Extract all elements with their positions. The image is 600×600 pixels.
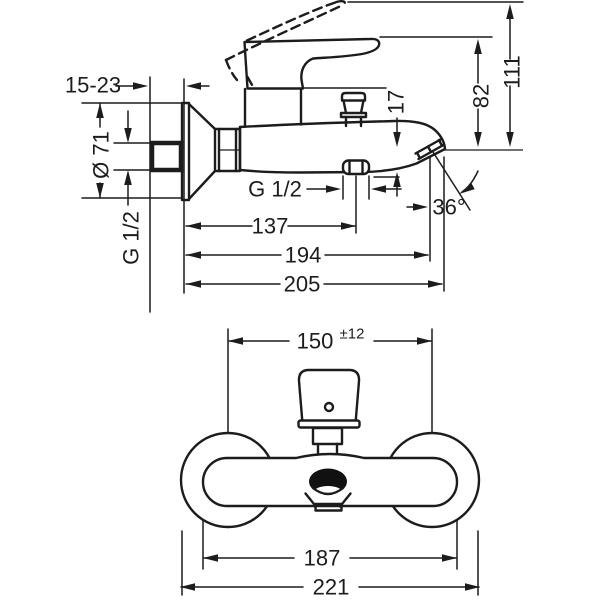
dim-escutcheon-diameter-label: Ø 71 [88,131,114,179]
dim-187-label: 187 [303,545,341,571]
lever-handle [245,39,380,89]
escutcheon [182,103,240,200]
wall-thread-label: G 1/2 [118,211,144,265]
mixer-body-spout [240,121,445,174]
handle-pin-hole [325,403,333,411]
dim-137 [186,214,356,239]
angle-36-label: 36° [432,194,466,220]
dim-height-82 [469,39,494,147]
dim-137-label: 137 [251,213,289,239]
dim-escutcheon-diameter [89,103,114,198]
handle-front [299,370,360,457]
side-view [65,1,525,312]
dim-205-label: 205 [283,271,321,297]
dim-221-label: 221 [312,574,350,600]
dim-194 [186,243,429,268]
dim-82-label: 82 [468,83,494,109]
cartridge-stack [313,428,342,444]
cartridge-neck [245,89,301,126]
dim-205 [186,272,443,297]
wall-union-square [152,143,181,170]
dim-111-label: 111 [499,55,525,89]
dim-wall-distance [65,73,209,98]
hose-outlet-front [316,504,342,511]
dim-hose-thread [248,177,401,202]
dim-221 [180,575,480,600]
dim-150-tolerance: ±12 [339,325,365,343]
dim-height-111 [500,4,525,147]
dim-194-label: 194 [284,242,322,268]
dim-150 [228,326,432,354]
dim-150-label: 150 [296,328,334,354]
shower-hose-outlet [343,161,369,175]
dim-187 [203,546,457,571]
front-view [180,326,480,600]
dim-17-label: 17 [383,89,409,115]
hose-thread-label: G 1/2 [248,176,302,202]
handle-base-band [299,421,360,428]
dim-wall-thread [119,111,144,265]
escutcheon-rim [182,103,189,200]
dim-wall-distance-label: 15-23 [64,72,122,98]
